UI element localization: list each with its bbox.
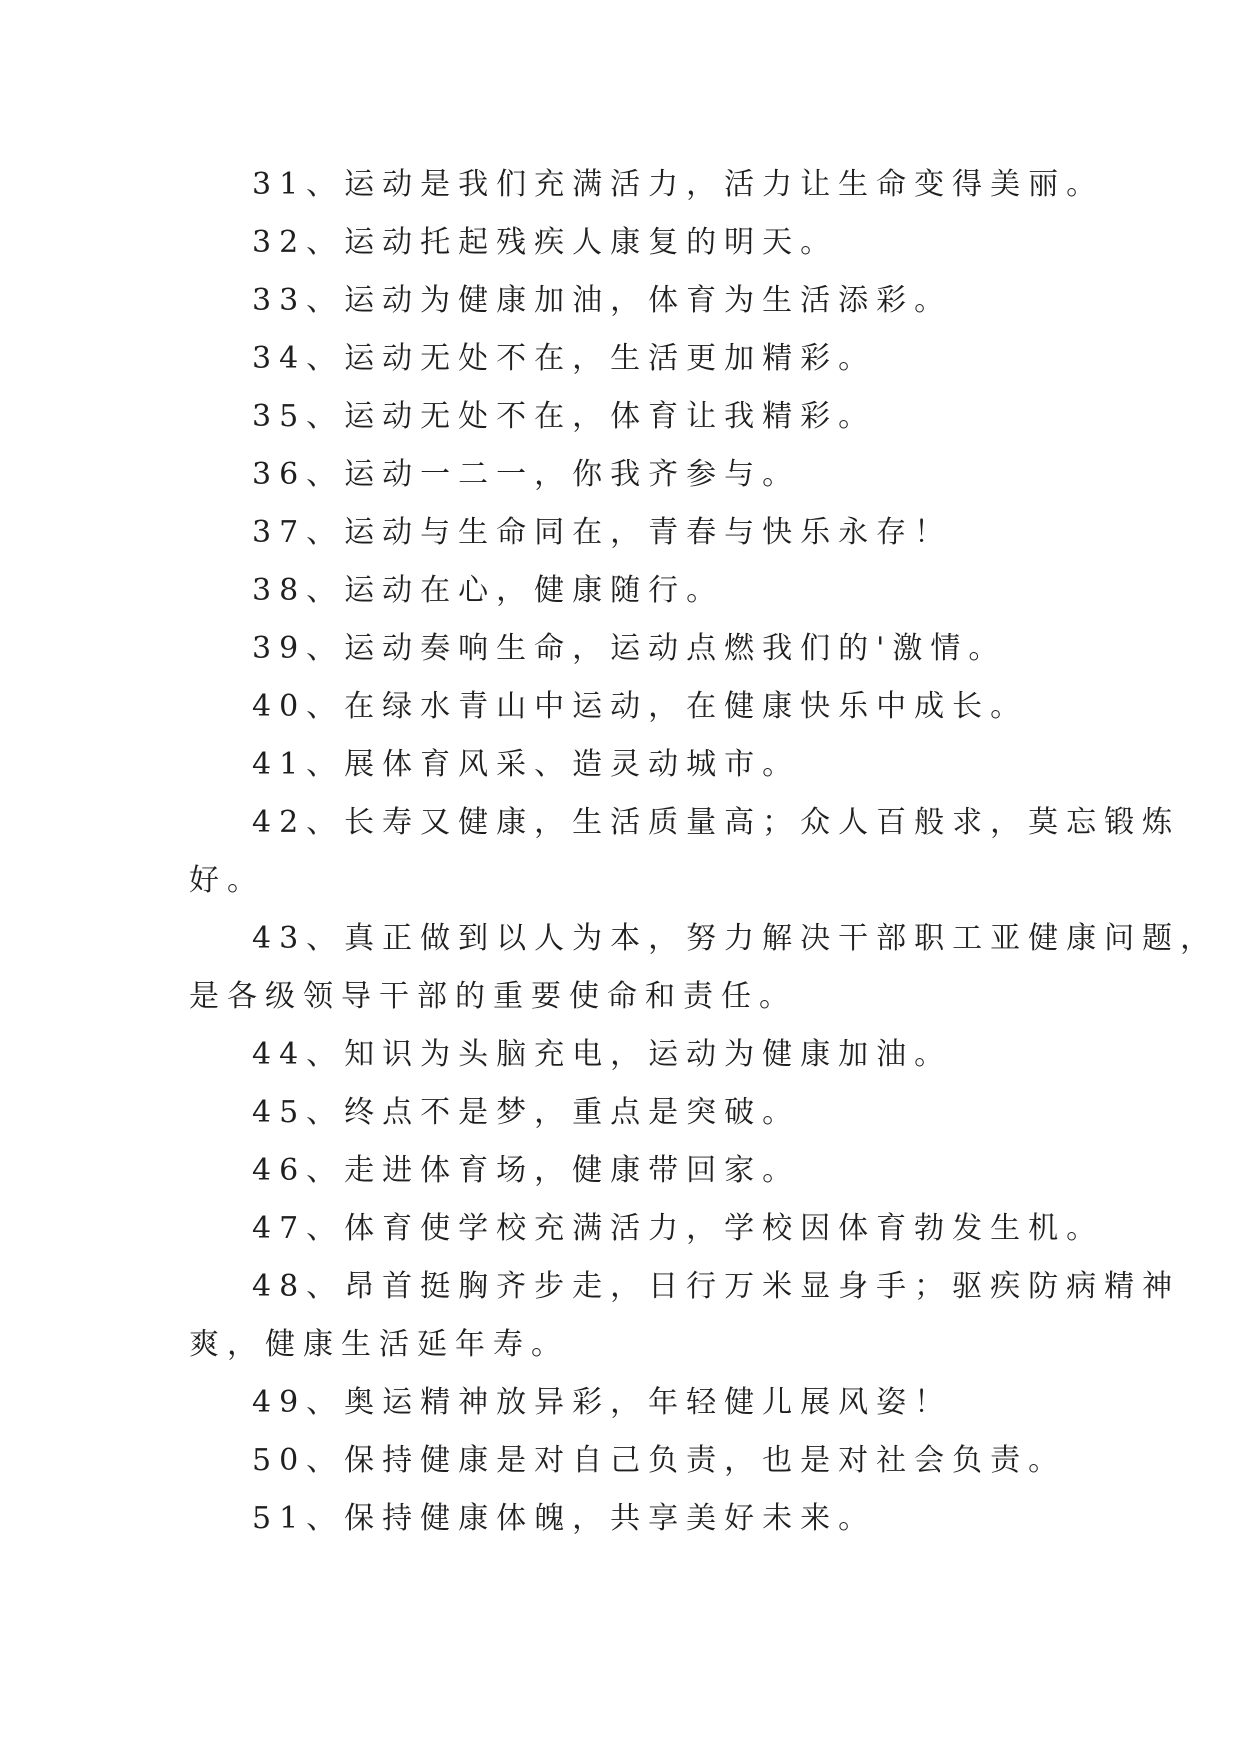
slogan-31: 31、运动是我们充满活力，活力让生命变得美丽。 [252,167,1105,202]
slogan-40: 40、在绿水青山中运动，在健康快乐中成长。 [252,689,1029,724]
slogan-38: 38、运动在心，健康随行。 [252,573,725,608]
slogan-33: 33、运动为健康加油，体育为生活添彩。 [252,283,953,318]
slogan-43-continuation: 是各级领导干部的重要使命和责任。 [189,979,797,1014]
slogan-44: 44、知识为头脑充电，运动为健康加油。 [252,1037,953,1072]
slogan-34: 34、运动无处不在，生活更加精彩。 [252,341,877,376]
slogan-32: 32、运动托起残疾人康复的明天。 [252,225,839,260]
slogan-46: 46、走进体育场，健康带回家。 [252,1153,801,1188]
slogan-50: 50、保持健康是对自己负责，也是对社会负责。 [252,1443,1067,1478]
slogan-41: 41、展体育风采、造灵动城市。 [252,747,801,782]
slogan-42: 42、长寿又健康，生活质量高；众人百般求，莫忘锻炼 [252,805,1181,840]
slogan-48: 48、昂首挺胸齐步走，日行万米显身手；驱疾防病精神 [252,1269,1181,1304]
slogan-42-continuation: 好。 [189,863,265,898]
slogan-35: 35、运动无处不在，体育让我精彩。 [252,399,877,434]
slogan-36: 36、运动一二一，你我齐参与。 [252,457,801,492]
slogan-51: 51、保持健康体魄，共享美好未来。 [252,1501,877,1536]
slogan-49: 49、奥运精神放异彩，年轻健儿展风姿！ [252,1385,953,1420]
slogan-43: 43、真正做到以人为本，努力解决干部职工亚健康问题， [252,921,1219,956]
slogan-48-continuation: 爽，健康生活延年寿。 [189,1327,569,1362]
slogan-39: 39、运动奏响生命，运动点燃我们的'激情。 [252,631,1007,666]
slogan-37: 37、运动与生命同在，青春与快乐永存！ [252,515,953,550]
slogan-47: 47、体育使学校充满活力，学校因体育勃发生机。 [252,1211,1105,1246]
slogan-45: 45、终点不是梦，重点是突破。 [252,1095,801,1130]
